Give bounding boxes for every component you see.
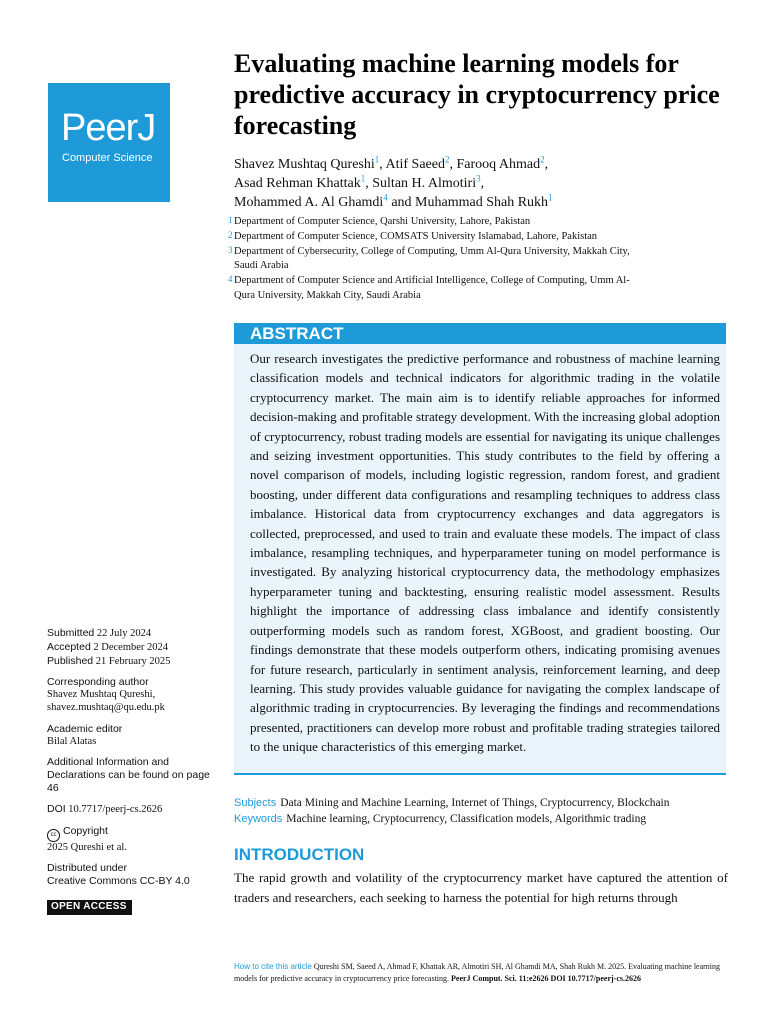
- license-block: [47, 862, 217, 888]
- affiliation-sup: 1: [228, 215, 233, 225]
- cite-label: How to cite this article: [234, 962, 312, 971]
- keywords-text: Machine learning, Cryptocurrency, Classification models, Algorithmic trading: [286, 813, 647, 825]
- subjects-text: Data Mining and Machine Learning, Internet of Things, Cryptocurrency, Blockchain: [280, 797, 670, 809]
- author-name[interactable]: Atif Saeed: [385, 157, 445, 172]
- author-affil-sup: 3: [476, 173, 481, 184]
- cite-text: Qureshi SM, Saeed A, Ahmad F, Khattak AR, Almotiri SH, Al Ghamdi MA, Shah Rukh M. 2025. Evaluating machine learning models for predictive accuracy in cryptocurrency price forecasting.: [234, 962, 721, 983]
- introduction-heading: INTRODUCTION: [234, 845, 365, 864]
- open-access-badge: OPEN ACCESS: [47, 900, 132, 915]
- author-separator: ,: [365, 176, 373, 191]
- author-list: [234, 155, 734, 212]
- affiliation-item: [228, 230, 648, 245]
- corresponding-label: Corresponding author: [47, 676, 149, 689]
- affiliation-text: Department of Computer Science and Artificial Intelligence, College of Computing, Umm Al-Qura University, Makkah City, Saudi Arabia: [234, 275, 630, 301]
- submitted-label: Submitted: [47, 627, 95, 639]
- doi-label: DOI: [47, 802, 66, 815]
- affiliation-list: [228, 215, 648, 304]
- author-separator: and: [387, 195, 416, 210]
- doi-block: [47, 803, 217, 817]
- author-affil-sup: 4: [383, 192, 388, 203]
- subjects-line: [234, 795, 744, 811]
- creative-commons-icon: cc: [47, 829, 60, 842]
- editor-name: Bilal Alatas: [47, 735, 97, 747]
- author-separator: ,: [449, 157, 457, 172]
- author-affil-sup: 1: [360, 173, 366, 184]
- corresponding-email[interactable]: shavez.mushtaq@qu.edu.pk: [47, 701, 165, 713]
- author-affil-sup: 2: [444, 154, 450, 165]
- dates-block: [47, 627, 217, 668]
- license-link[interactable]: Creative Commons CC-BY 4.0: [47, 875, 190, 888]
- logo-subtitle: Computer Science: [62, 152, 153, 164]
- logo-wordmark: PeerJ: [61, 107, 156, 149]
- doi-link[interactable]: 10.7717/peerj-cs.2626: [68, 803, 163, 815]
- author-name[interactable]: Mohammed A. Al Ghamdi: [234, 195, 384, 210]
- affiliation-sup: 2: [228, 229, 233, 240]
- keywords-label: Keywords: [234, 813, 283, 825]
- affiliation-sup: 4: [228, 274, 233, 285]
- paper-title: Evaluating machine learning models for predictive accuracy in cryptocurrency price forecasting: [234, 49, 720, 140]
- author-affil-sup: 2: [540, 154, 545, 165]
- peerj-logo: [48, 83, 170, 202]
- affiliation-item: [228, 245, 648, 275]
- author-name[interactable]: Muhammad Shah Rukh: [415, 195, 549, 210]
- introduction-text: The rapid growth and volatility of the cryptocurrency market have captured the attention of traders and researchers, each seeking to harness the potential for high returns through: [234, 870, 728, 905]
- published-date: 21 February 2025: [95, 655, 171, 667]
- abstract-heading: [234, 323, 726, 344]
- additional-info[interactable]: Additional Information and Declarations can be found on page 46: [47, 756, 210, 794]
- corresponding-block: [47, 676, 217, 714]
- cite-journal[interactable]: PeerJ Comput. Sci. 11:e2626 DOI 10.7717/peerj-cs.2626: [451, 973, 641, 983]
- author-name[interactable]: Sultan H. Almotiri: [372, 176, 477, 191]
- author-name[interactable]: Farooq Ahmad: [456, 157, 541, 172]
- author-separator: ,: [379, 157, 386, 172]
- author-separator: ,: [480, 176, 485, 191]
- copyright-block: [47, 825, 217, 855]
- affiliation-item: [228, 215, 648, 230]
- author-name[interactable]: Asad Rehman Khattak: [234, 176, 361, 191]
- copyright-text: 2025 Qureshi et al.: [47, 841, 127, 853]
- editor-label: Academic editor: [47, 722, 123, 735]
- article-info-sidebar: [47, 627, 217, 915]
- distributed-label: Distributed under: [47, 862, 127, 875]
- author-affil-sup: 1: [374, 154, 380, 165]
- accepted-label: Accepted: [47, 640, 91, 653]
- author-separator: ,: [544, 157, 549, 172]
- affiliation-text: Department of Cybersecurity, College of Computing, Umm Al-Qura University, Makkah City, Saudi Arabia: [234, 245, 630, 272]
- affiliation-text: Department of Computer Science, Qarshi University, Lahore, Pakistan: [234, 216, 531, 227]
- corresponding-name: Shavez Mushtaq Qureshi,: [47, 689, 156, 701]
- keywords-line: [234, 811, 744, 827]
- subjects-label: Subjects: [234, 797, 277, 809]
- author-name[interactable]: Shavez Mushtaq Qureshi: [234, 157, 375, 172]
- abstract-heading-text: ABSTRACT: [250, 324, 344, 343]
- affiliation-item: [228, 274, 648, 304]
- citation-footer: [234, 961, 724, 984]
- author-affil-sup: 1: [548, 192, 553, 203]
- subjects-keywords: [234, 795, 744, 827]
- published-label: Published: [47, 654, 94, 667]
- affiliation-sup: 3: [228, 244, 233, 255]
- submitted-date: 22 July 2024: [96, 628, 152, 639]
- affiliation-text: Department of Computer Science, COMSATS University Islamabad, Lahore, Pakistan: [234, 230, 598, 242]
- copyright-label: Copyright: [63, 824, 108, 837]
- abstract-text: Our research investigates the predictive performance and robustness of machine learning classification models and technical indicators for algorithmic trading in the volatile cryptocurrency market. The main aim is to identify reliable approaches for informed decision-making and profitable strategy development. With the increasing global adoption of cryptocurrency, robust trading models are essential for navigating its unique challenges and seizing investment opportunities. This study contributes to the field by offering a novel comparison of models, including logistic regression, random forest, and gradient boosting, under different data configurations and resampling techniques to address class imbalance. Historical data from cryptocurrency exchanges and data aggregators is collected, preprocessed, and used to train and evaluate these models. The impact of class imbalance, resampling techniques, and hyperparameter tuning on model performance is investigated. By analyzing historical cryptocurrency data, the methodology emphasizes hyperparameter tuning and backtesting, ensuring realistic model assessment. Results highlight the importance of addressing class imbalance and identify consistently outperforming models such as random forest, XGBoost, and gradient boosting. Our findings demonstrate that these models outperform others, indicating promising avenues for future research, particularly in sentiment analysis, reinforcement learning, and deep learning. This study provides valuable guidance for navigating the complex landscape of algorithmic trading in cryptocurrencies. By leveraging the findings and recommendations presented, practitioners can develop more robust and profitable trading strategies tailored to the unique characteristics of this emerging market.: [250, 351, 720, 755]
- accepted-date: 2 December 2024: [93, 641, 169, 653]
- editor-block: [47, 723, 217, 749]
